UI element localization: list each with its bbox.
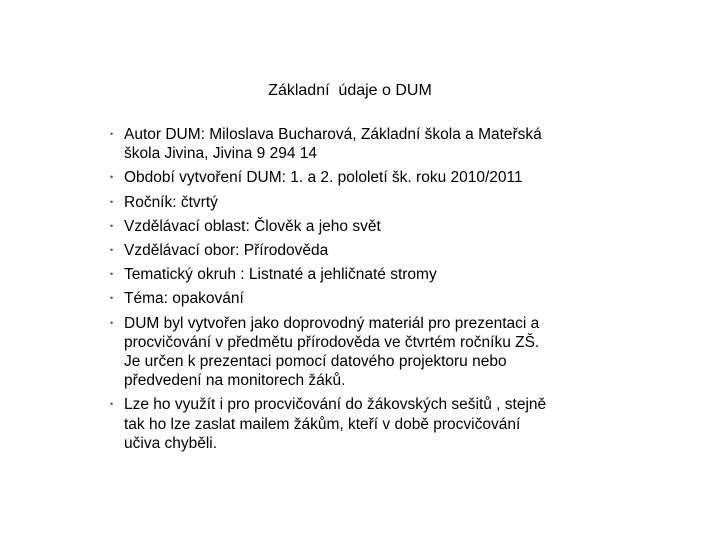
list-item-text: DUM byl vytvořen jako doprovodný materiál pro prezentaci a procvičování v předmětu přírodověda ve čtvrtém ročníku ZŠ. Je určen k prezentaci pomocí datového projektoru nebo předvedení na monitorech žáků.: [124, 314, 540, 390]
list-item-text: Období vytvoření DUM: 1. a 2. pololetí šk. roku 2010/2011: [124, 169, 523, 187]
bullet-icon: •: [110, 399, 114, 410]
bullet-icon: •: [110, 269, 114, 280]
list-item: [110, 125, 610, 163]
list-item-text: Tematický okruh : Listnaté a jehličnaté stromy: [124, 266, 437, 284]
bullet-icon: •: [110, 172, 114, 183]
list-item: [110, 168, 610, 187]
list-item: [110, 265, 610, 284]
list-item: [110, 395, 610, 453]
list-item: [110, 314, 610, 391]
list-item: [110, 241, 610, 260]
list-item-text: Téma: opakování: [124, 290, 244, 308]
list-item-text: Autor DUM: Miloslava Bucharová, Základní škola a Mateřská škola Jivina, Jivina 9 294 14: [124, 126, 542, 163]
bullet-icon: •: [110, 245, 114, 256]
bullet-icon: •: [110, 196, 114, 207]
bullet-icon: •: [110, 293, 114, 304]
list-item-text: Lze ho využít i pro procvičování do žákovských sešitů , stejně tak ho lze zaslat mailem žákům, kteří v době procvičování učiva chyběli.: [124, 396, 547, 452]
list-item-text: Ročník: čtvrtý: [124, 193, 218, 211]
bullet-icon: •: [110, 317, 114, 328]
list-item: [110, 217, 610, 236]
slide-title: Základní údaje o DUM: [268, 82, 432, 99]
bullet-icon: •: [110, 220, 114, 231]
bullet-icon: •: [110, 129, 114, 139]
bullet-list: [110, 125, 610, 458]
list-item: [110, 193, 610, 212]
list-item-text: Vzdělávací oblast: Člověk a jeho svět: [124, 217, 381, 235]
list-item: [110, 289, 610, 308]
list-item-text: Vzdělávací obor: Přírodověda: [124, 242, 329, 260]
